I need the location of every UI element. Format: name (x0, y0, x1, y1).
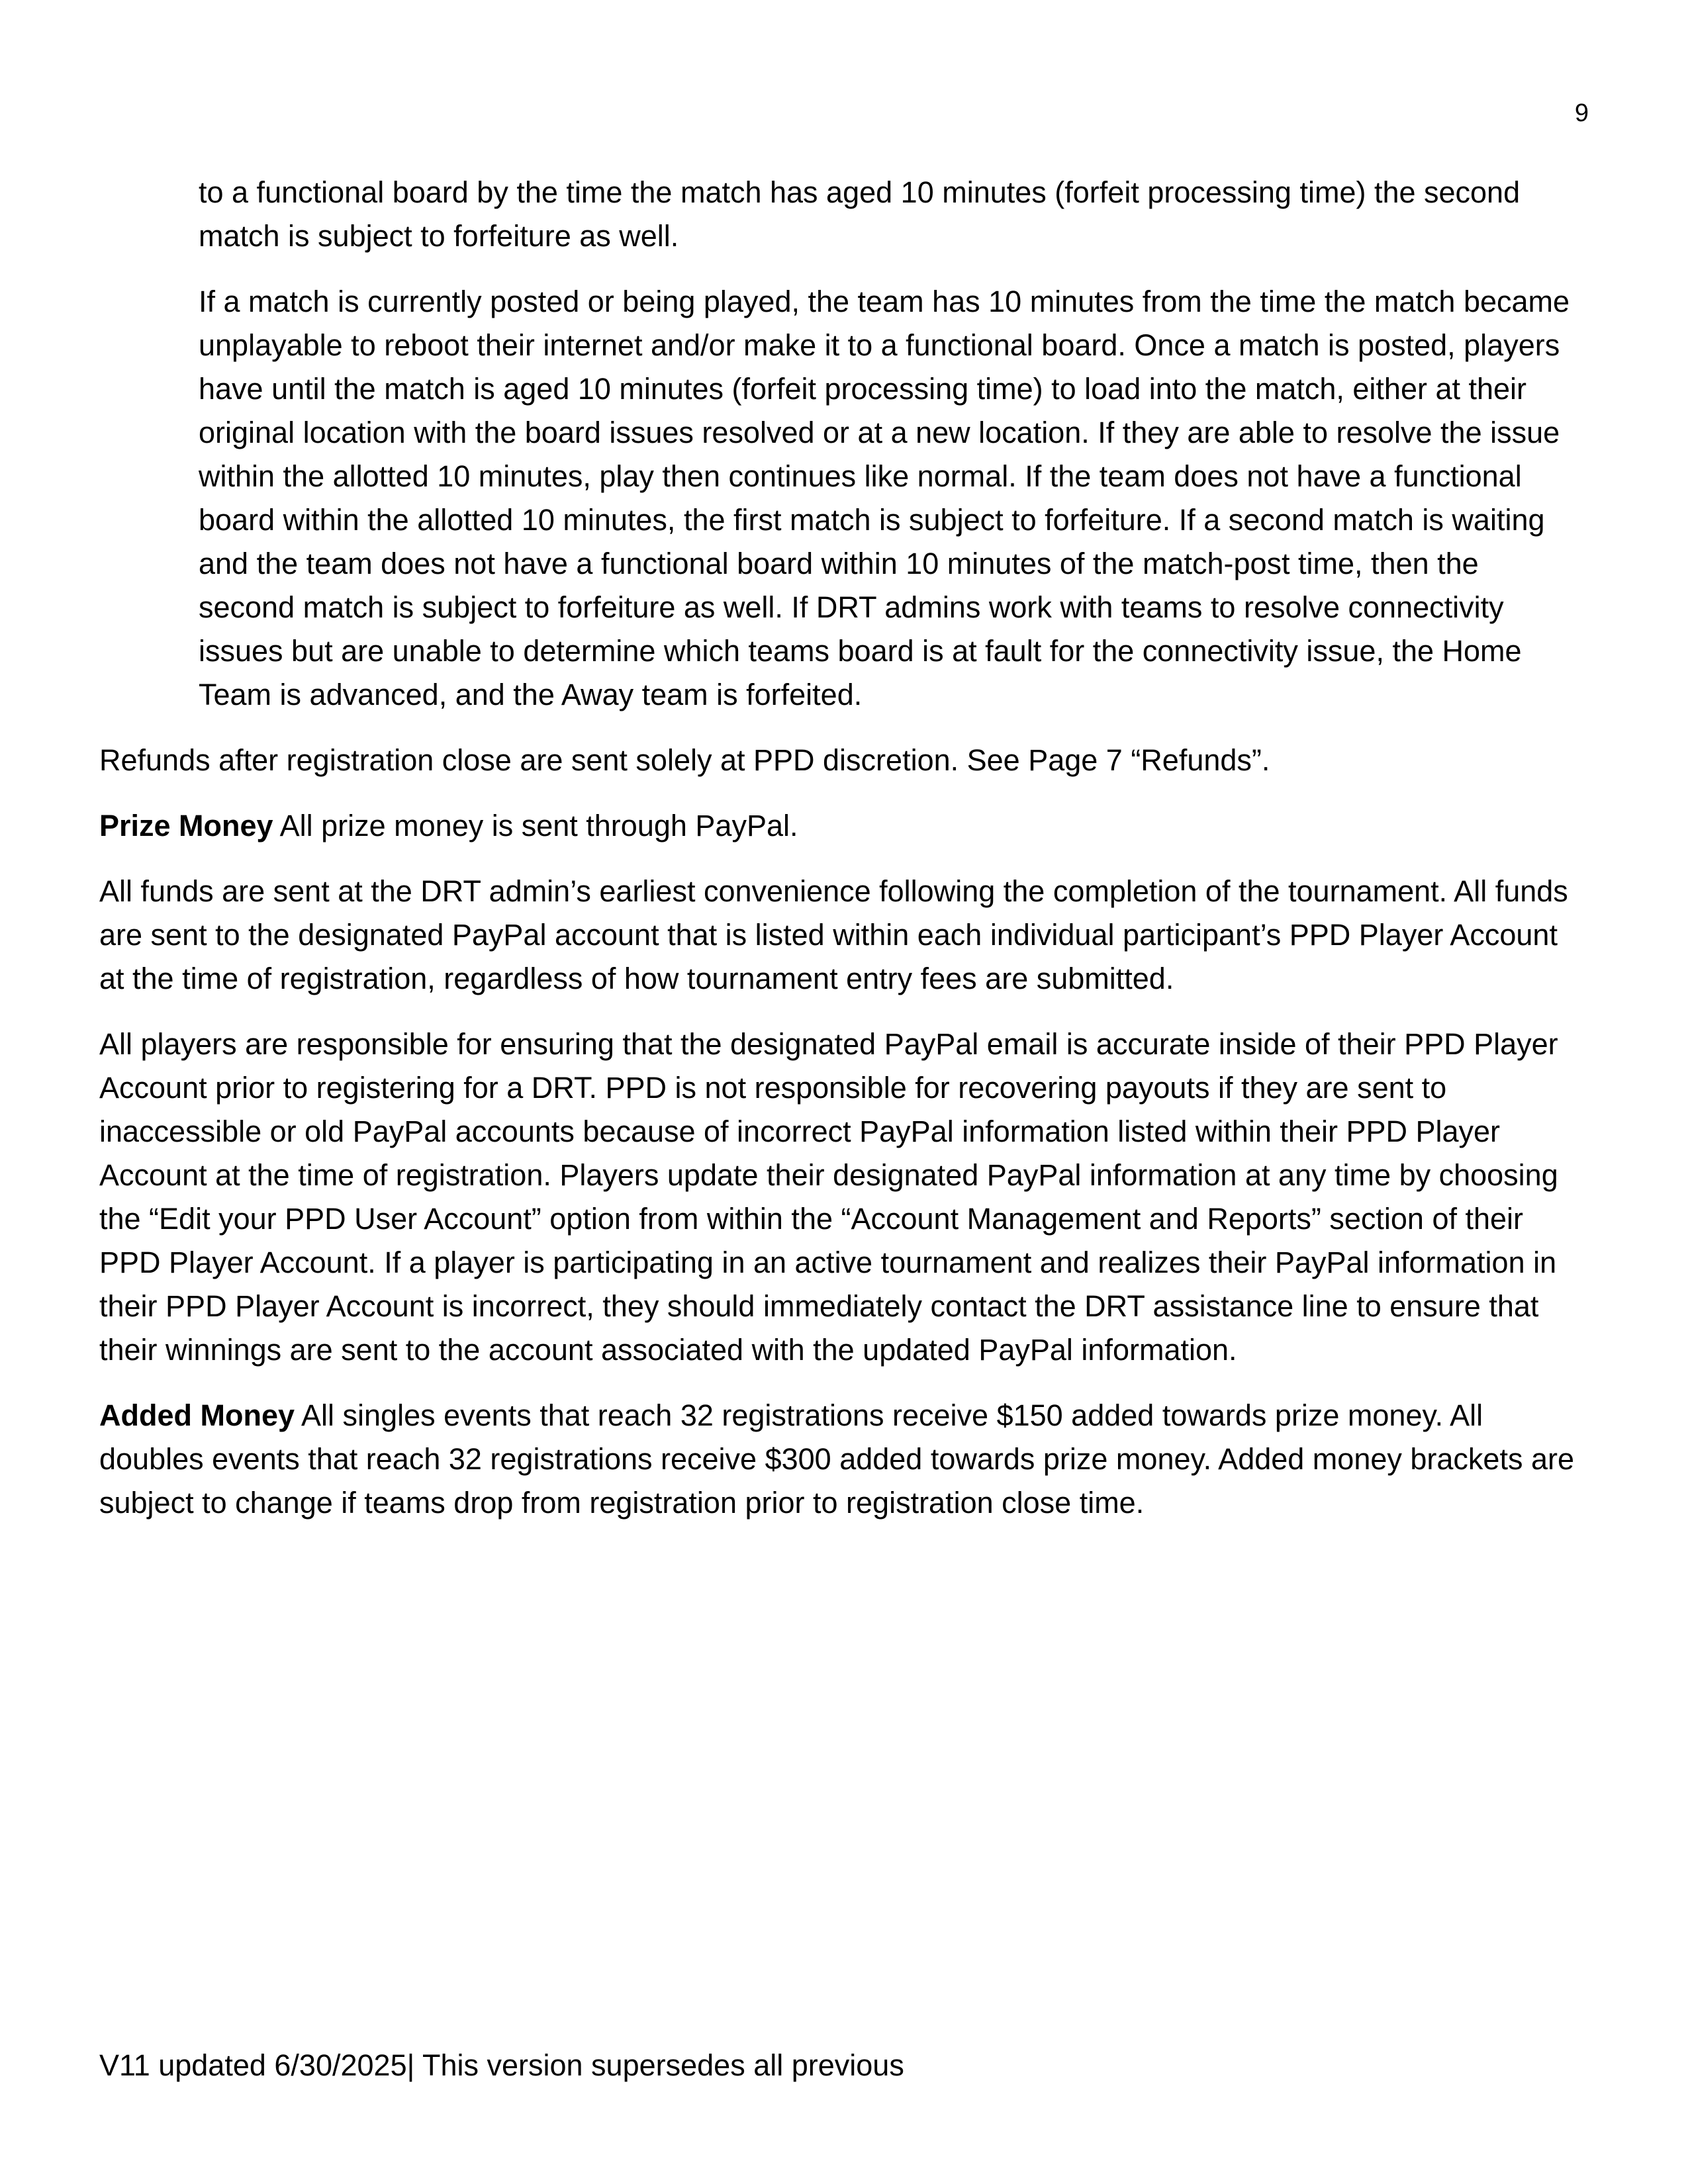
paragraph-paypal-responsibility: All players are responsible for ensuring that the designated PayPal email is accurate inside of their PPD Player Account prior to registering for a DRT. PPD is not responsible for recovering payouts if they are sent to inaccessible or old PayPal accounts because of incorrect PayPal information listed within their PPD Player Account at the time of registration. Players update their designated PayPal information at any time by choosing the “Edit your PPD User Account” option from within the “Account Management and Reports” section of their PPD Player Account. If a player is participating in an active tournament and realizes their PayPal information in their PPD Player Account is incorrect, they should immediately contact the DRT assistance line to ensure that their winnings are sent to the account associated with the updated PayPal information. (99, 1027, 1558, 1367)
paragraph-forfeit-continued: to a functional board by the time the match has aged 10 minutes (forfeit processing time) the second match is subject to forfeiture as well. (199, 175, 1521, 253)
prize-money-heading: Prize Money (99, 809, 273, 842)
prize-money-text: All prize money is sent through PayPal. (273, 809, 798, 842)
added-money-text: All singles events that reach 32 registrations receive $150 added towards prize money. All doubles events that reach 32 registrations receive $300 added towards prize money. Added money brackets are subject to change if teams drop from registration prior to registration close time. (99, 1398, 1574, 1520)
version-footer: V11 updated 6/30/2025| This version supersedes all previous (99, 2048, 904, 2082)
paragraph-added-money (99, 1394, 1582, 1525)
added-money-heading: Added Money (99, 1398, 295, 1432)
document-body (99, 171, 1582, 1547)
paragraph-connectivity-rule: If a match is currently posted or being played, the team has 10 minutes from the time the match became unplayable to reboot their internet and/or make it to a functional board. Once a match is posted, players have until the match is aged 10 minutes (forfeit processing time) to load into the match, either at their original location with the board issues resolved or at a new location. If they are able to resolve the issue within the allotted 10 minutes, play then continues like normal. If the team does not have a functional board within the allotted 10 minutes, the first match is subject to forfeiture. If a second match is waiting and the team does not have a functional board within 10 minutes of the match-post time, then the second match is subject to forfeiture as well. If DRT admins work with teams to resolve connectivity issues but are unable to determine which teams board is at fault for the connectivity issue, the Home Team is advanced, and the Away team is forfeited. (199, 285, 1570, 711)
paragraph-refunds: Refunds after registration close are sent solely at PPD discretion. See Page 7 “Refunds”. (99, 743, 1270, 777)
paragraph-prize-money (99, 804, 1582, 848)
page-number: 9 (1574, 99, 1589, 127)
paragraph-funds-sent: All funds are sent at the DRT admin’s earliest convenience following the completion of the tournament. All funds are sent to the designated PayPal account that is listed within each individual participant’s PPD Player Account at the time of registration, regardless of how tournament entry fees are submitted. (99, 874, 1568, 995)
